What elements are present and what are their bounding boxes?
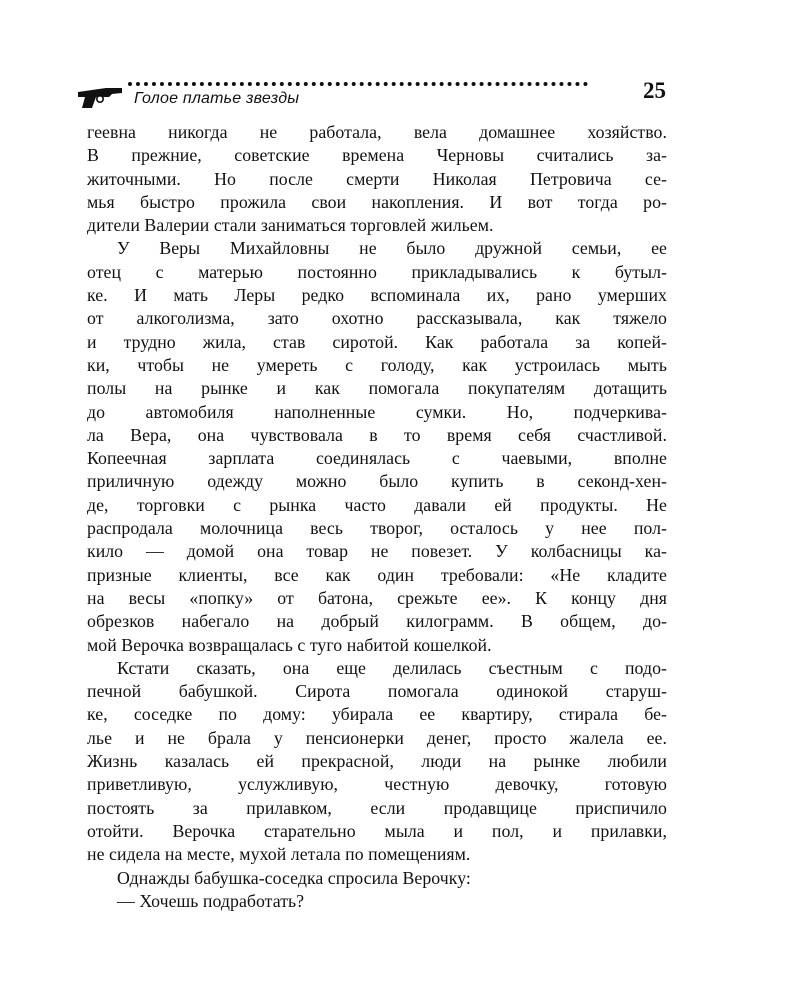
text-line: отец с матерью постоянно прикладывались к бутыл- [87, 261, 667, 282]
text-line: У Веры Михайловны не было дружной семьи, ее [117, 238, 667, 259]
text-line: Однажды бабушка-соседка спросила Верочку: [117, 867, 471, 888]
pistol-icon [76, 82, 126, 110]
text-line: геевна никогда не работала, вела домашнее хозяйство. [87, 122, 667, 142]
text-line: лье и не брала у пенсионерки денег, просто жалела ее. [87, 727, 667, 748]
text-line: печной бабушкой. Сирота помогала одинокой старуш- [87, 681, 667, 702]
text-line: — Хочешь подработать? [117, 890, 305, 911]
text-line: отойти. Верочка старательно мыла и пол, и прилавки, [87, 820, 667, 841]
text-line: ки, чтобы не умереть с голоду, как устроилась мыть [87, 354, 667, 375]
text-line: призные клиенты, все как один требовали: «Не кладите [87, 564, 667, 585]
body-text [87, 121, 667, 913]
text-line: де, торговки с рынка часто давали ей продукты. Не [87, 494, 667, 515]
text-line: мья быстро прожила свои накопления. И вот тогда ро- [87, 191, 667, 212]
page-number: 25 [643, 78, 666, 103]
text-line: постоять за прилавком, если продавщице приспичило [87, 797, 667, 818]
text-line: ке, соседке по дому: убирала ее квартиру, стирала бе- [87, 704, 667, 725]
text-line: до автомобиля наполненные сумки. Но, подчеркива- [87, 401, 667, 422]
text-line: кило — домой она товар не повезет. У колбасницы ка- [87, 541, 667, 562]
text-line: Копеечная зарплата соединялась с чаевыми, вполне [87, 448, 667, 469]
text-line: дители Валерии стали заниматься торговлей жильем. [87, 215, 494, 236]
running-header [76, 78, 666, 112]
running-title: Голое платье звезды [134, 90, 300, 107]
text-line: ла Вера, она чувствовала в то время себя счастливой. [87, 424, 667, 445]
text-line: на весы «попку» от батона, срежьте ее». К концу дня [87, 587, 667, 608]
text-line: распродала молочница весь творог, осталось у нее пол- [87, 518, 667, 539]
text-line: приличную одежду можно было купить в секонд-хен- [87, 471, 667, 492]
text-line: мой Верочка возвращалась с туго набитой кошелкой. [87, 634, 492, 655]
text-line: приветливую, услужливую, честную девочку, готовую [87, 774, 667, 795]
text-line: обрезков набегало на добрый килограмм. В общем, до- [87, 611, 667, 632]
header-dotted-rule [128, 82, 588, 86]
text-line: от алкоголизма, зато охотно рассказывала, как тяжело [87, 308, 667, 329]
text-line: и трудно жила, став сиротой. Как работала за копей- [87, 331, 667, 352]
text-line: Кстати сказать, она еще делилась съестным с подо- [117, 657, 667, 678]
text-line: В прежние, советские времена Черновы считались за- [87, 145, 667, 166]
text-line: житочными. Но после смерти Николая Петровича се- [87, 168, 667, 189]
text-line: ке. И мать Леры редко вспоминала их, рано умерших [87, 285, 667, 306]
text-line: Жизнь казалась ей прекрасной, люди на рынке любили [87, 751, 667, 772]
text-line: полы на рынке и как помогала покупателям дотащить [87, 378, 667, 399]
text-line: не сидела на месте, мухой летала по помещениям. [87, 844, 471, 865]
